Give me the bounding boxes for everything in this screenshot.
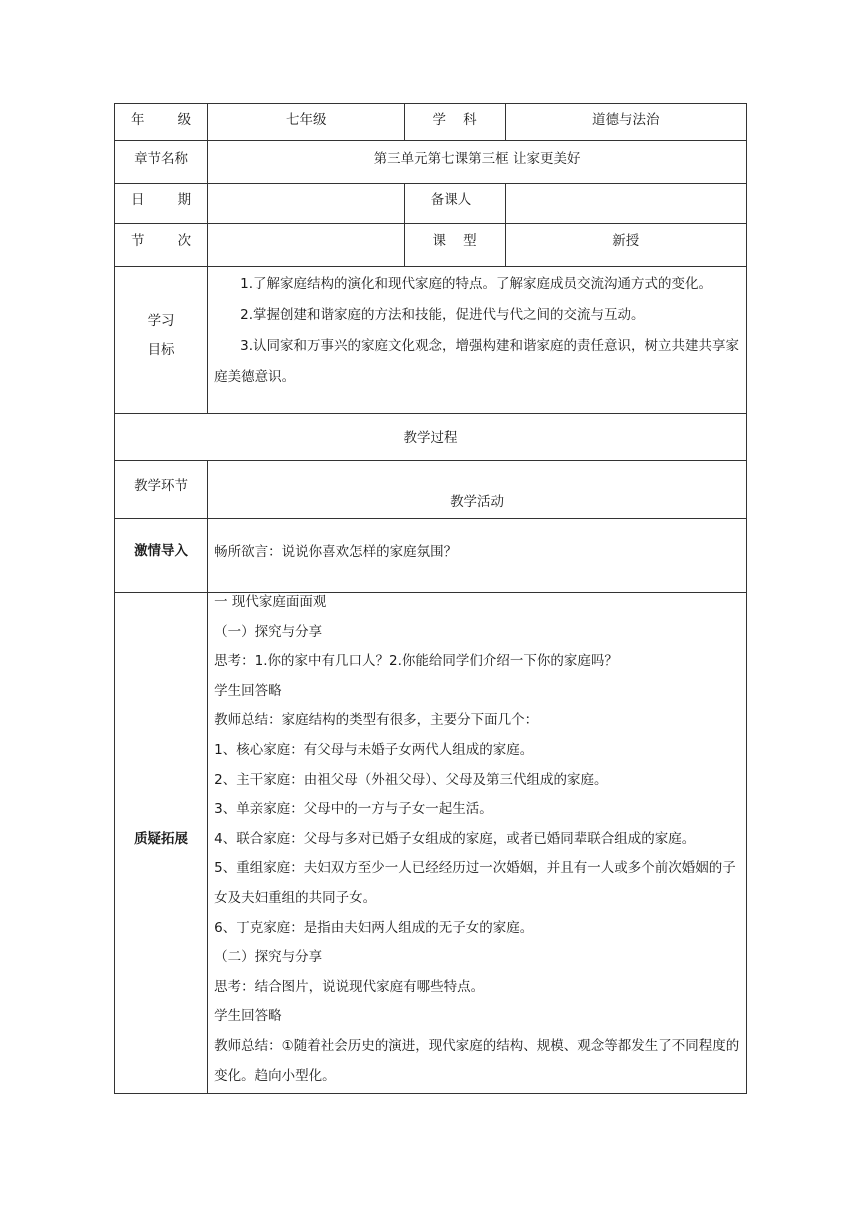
preparer-value (506, 184, 746, 188)
chapter-label: 章节名称 (134, 151, 189, 167)
grade-label-char-1: 年 (131, 112, 145, 128)
expansion-line: 4、联合家庭：父母与多对已婚子女组成的家庭，或者已婚同辈联合组成的家庭。 (214, 830, 696, 847)
expansion-line: 5、重组家庭：夫妇双方至少一人已经经历过一次婚姻，并且有一人或多个前次婚姻的子女及夫妇重组的共同子女。 (214, 860, 736, 906)
row-objectives (115, 267, 747, 414)
lesson-type-value-cell (505, 224, 746, 267)
subject-label-char-2: 科 (463, 112, 477, 128)
expansion-line: 学生回答略 (214, 682, 282, 699)
row-expansion (115, 593, 747, 1094)
intro-label-cell (115, 519, 208, 593)
date-label-char-2: 期 (177, 192, 192, 208)
process-title-cell (115, 414, 747, 461)
period-value-cell (208, 224, 405, 267)
preparer-label-cell (405, 184, 505, 224)
date-label-cell (115, 184, 208, 224)
period-label-char-2: 次 (177, 233, 192, 249)
preparer-label: 备课人 (430, 192, 472, 208)
activity-header: 教学活动 (450, 494, 505, 510)
period-value (208, 224, 404, 228)
expansion-label: 质疑拓展 (134, 831, 189, 847)
row-date-preparer (115, 184, 747, 224)
objective-item: 3.认同家和万事兴的家庭文化观念，增强构建和谐家庭的责任意识，树立共建共享家庭美德意识。 (214, 338, 740, 385)
stage-header: 教学环节 (134, 478, 189, 494)
date-value (208, 184, 404, 188)
expansion-line: 思考：结合图片，说说现代家庭有哪些特点。 (214, 978, 485, 995)
intro-text: 畅所欲言：说说你喜欢怎样的家庭氛围？ (214, 544, 458, 560)
stage-header-cell (115, 461, 208, 519)
process-title: 教学过程 (403, 430, 458, 446)
preparer-value-cell (505, 184, 746, 224)
objectives-label-line2: 目标 (147, 342, 175, 358)
subject-label-cell (405, 104, 505, 141)
objectives-content-cell (208, 267, 747, 414)
expansion-line: （一）探究与分享 (214, 623, 323, 640)
period-label-cell (115, 224, 208, 267)
objective-item: 1.了解家庭结构的演化和现代家庭的特点。了解家庭成员交流沟通方式的变化。 (240, 276, 713, 292)
lesson-type-label-char-2: 型 (463, 233, 477, 249)
date-label-char-1: 日 (131, 192, 145, 208)
expansion-line: 一 现代家庭面面观 (214, 594, 327, 610)
activity-header-cell (208, 461, 747, 519)
objectives-label-cell (115, 267, 208, 414)
lesson-plan-table (114, 103, 747, 1094)
grade-value: 七年级 (286, 112, 327, 128)
period-label-char-1: 节 (131, 233, 145, 249)
intro-label: 激情导入 (134, 542, 189, 559)
expansion-line: 思考：1.你的家中有几口人？2.你能给同学们介绍一下你的家庭吗？ (214, 653, 618, 670)
grade-label-cell (115, 104, 208, 141)
lesson-type-label-cell (405, 224, 505, 267)
expansion-line: （二）探究与分享 (214, 949, 323, 966)
expansion-line: 学生回答略 (214, 1008, 282, 1025)
subject-value-cell (505, 104, 746, 141)
expansion-line: 教师总结：①随着社会历史的演进，现代家庭的结构、规模、观念等都发生了不同程度的变化。趋向小型化。 (214, 1037, 740, 1084)
lesson-type-label-char-1: 课 (432, 233, 446, 249)
row-period-type (115, 224, 747, 267)
expansion-line: 6、丁克家庭：是指由夫妇两人组成的无子女的家庭。 (214, 919, 534, 936)
row-intro (115, 519, 747, 593)
intro-content-cell (208, 519, 747, 593)
grade-label-char-2: 级 (177, 112, 192, 128)
chapter-value-cell (208, 141, 747, 184)
lesson-type-value: 新授 (612, 233, 640, 249)
objective-item: 2.掌握创建和谐家庭的方法和技能，促进代与代之间的交流与互动。 (240, 307, 645, 323)
expansion-content-cell (208, 593, 747, 1094)
row-chapter (115, 141, 747, 184)
expansion-line: 1、核心家庭：有父母与未婚子女两代人组成的家庭。 (214, 741, 534, 758)
expansion-line: 教师总结：家庭结构的类型有很多，主要分下面几个： (214, 712, 539, 729)
subject-label-char-1: 学 (432, 112, 446, 128)
objectives-label-line1: 学习 (147, 313, 175, 329)
row-grade-subject (115, 104, 747, 141)
expansion-line: 2、主干家庭：由祖父母（外祖父母）、父母及第三代组成的家庭。 (214, 771, 608, 788)
expansion-label-cell (115, 593, 208, 1094)
subject-value: 道德与法治 (592, 112, 660, 128)
expansion-line: 3、单亲家庭：父母中的一方与子女一起生活。 (214, 801, 493, 818)
grade-value-cell (208, 104, 405, 141)
row-process-headers (115, 461, 747, 519)
row-process-title (115, 414, 747, 461)
chapter-label-cell (115, 141, 208, 184)
chapter-value: 第三单元第七课第三框 让家更美好 (373, 151, 581, 167)
date-value-cell (208, 184, 405, 224)
